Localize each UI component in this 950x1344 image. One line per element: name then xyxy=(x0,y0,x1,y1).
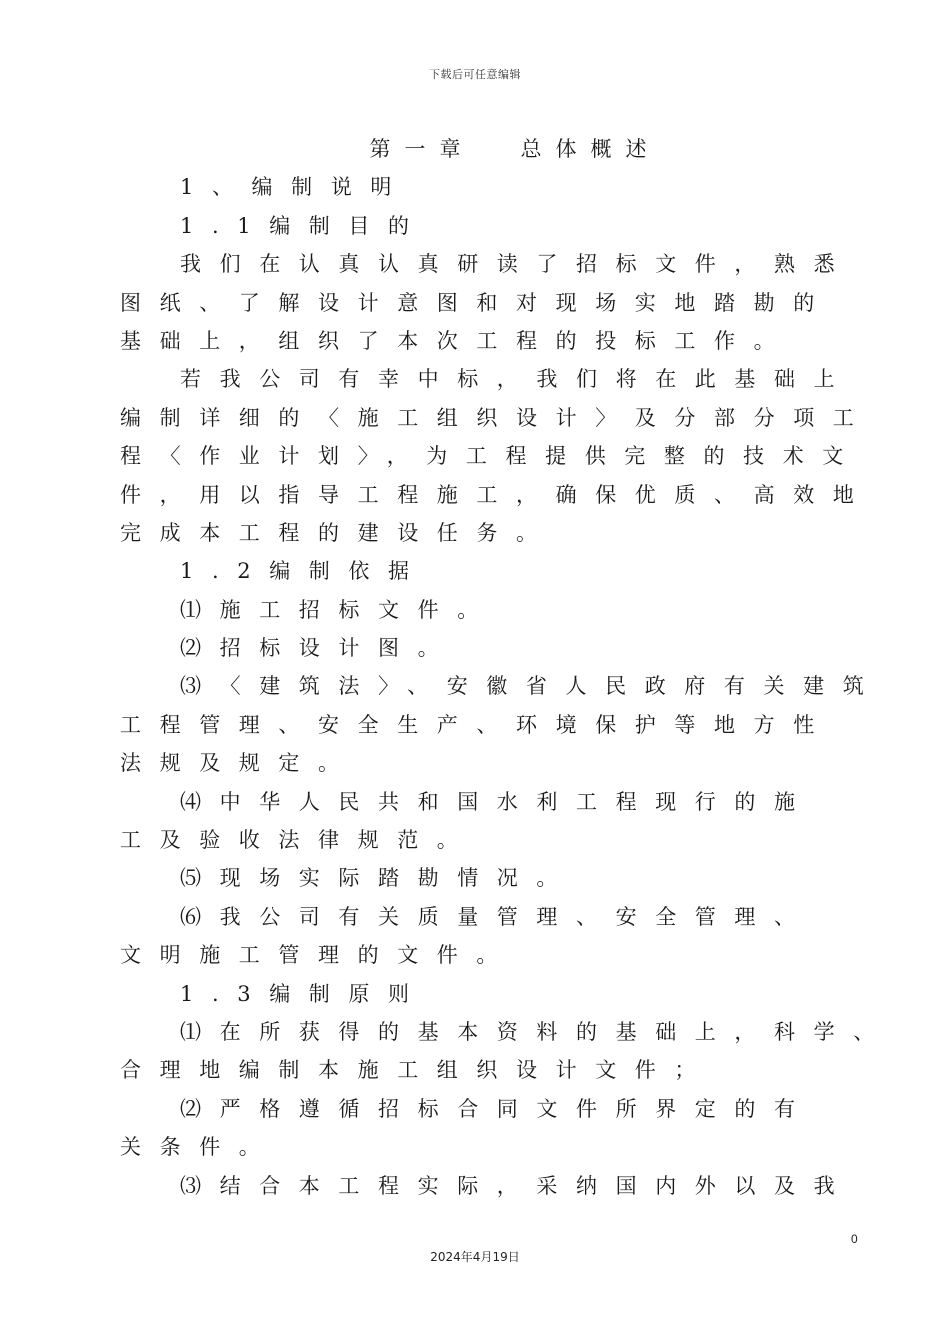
subsection-heading: 1.2编制依据 xyxy=(180,559,428,584)
list-item-continuation: 工程管理、安全生产、环境保护等地方性 xyxy=(120,712,833,737)
paragraph-line: 编制详细的〈施工组织设计〉及分部分项工 xyxy=(120,405,873,430)
list-item-continuation: 工及验收法律规范。 xyxy=(120,828,477,853)
paragraph-line: 图纸、了解设计意图和对现场实地踏勘的 xyxy=(120,290,833,315)
list-item-continuation: 合理地编制本施工组织设计文件； xyxy=(120,1058,714,1083)
list-item: ⑶结合本工程实际，采纳国内外以及我 xyxy=(180,1173,854,1198)
document-body xyxy=(120,130,893,1205)
list-item-continuation: 关条件。 xyxy=(120,1135,279,1160)
list-item: ⑸现场实际踏勘情况。 xyxy=(180,866,576,891)
paragraph-line: 完成本工程的建设任务。 xyxy=(120,520,556,545)
list-item-continuation: 文明施工管理的文件。 xyxy=(120,943,516,968)
chapter-number: 第一章 xyxy=(369,137,475,161)
list-item: ⑷中华人民共和国水利工程现行的施 xyxy=(180,789,814,814)
chapter-name: 总体概述 xyxy=(520,137,661,161)
footer-date: 2024年4月19日 xyxy=(430,1250,520,1264)
chapter-title xyxy=(120,130,840,168)
paragraph-line: 件，用以指导工程施工，确保优质、高效地 xyxy=(120,482,873,507)
section-heading: 1、编制说明 xyxy=(180,175,410,200)
list-item: ⑴在所获得的基本资料的基础上，科学、 xyxy=(180,1019,893,1044)
subsection-heading: 1.1编制目的 xyxy=(180,213,428,238)
list-item-continuation: 法规及规定。 xyxy=(120,751,358,776)
paragraph-line: 基础上，组织了本次工程的投标工作。 xyxy=(120,328,794,353)
list-item: ⑴施工招标文件。 xyxy=(180,597,497,622)
list-item: ⑵招标设计图。 xyxy=(180,636,458,661)
list-item: ⑹我公司有关质量管理、安全管理、 xyxy=(180,904,814,929)
paragraph-line: 若我公司有幸中标，我们将在此基础上 xyxy=(180,367,854,392)
list-item: ⑵严格遵循招标合同文件所界定的有 xyxy=(180,1096,814,1121)
paragraph-line: 我们在认真认真研读了招标文件，熟悉 xyxy=(180,252,854,277)
subsection-heading: 1.3编制原则 xyxy=(180,981,428,1006)
list-item: ⑶〈建筑法〉、安徽省人民政府有关建筑 xyxy=(180,674,883,699)
page-number: 0 xyxy=(851,1232,858,1246)
page-header: 下载后可任意编辑 xyxy=(429,68,521,81)
paragraph-line: 程〈作业计划〉，为工程提供完整的技术文 xyxy=(120,444,862,469)
